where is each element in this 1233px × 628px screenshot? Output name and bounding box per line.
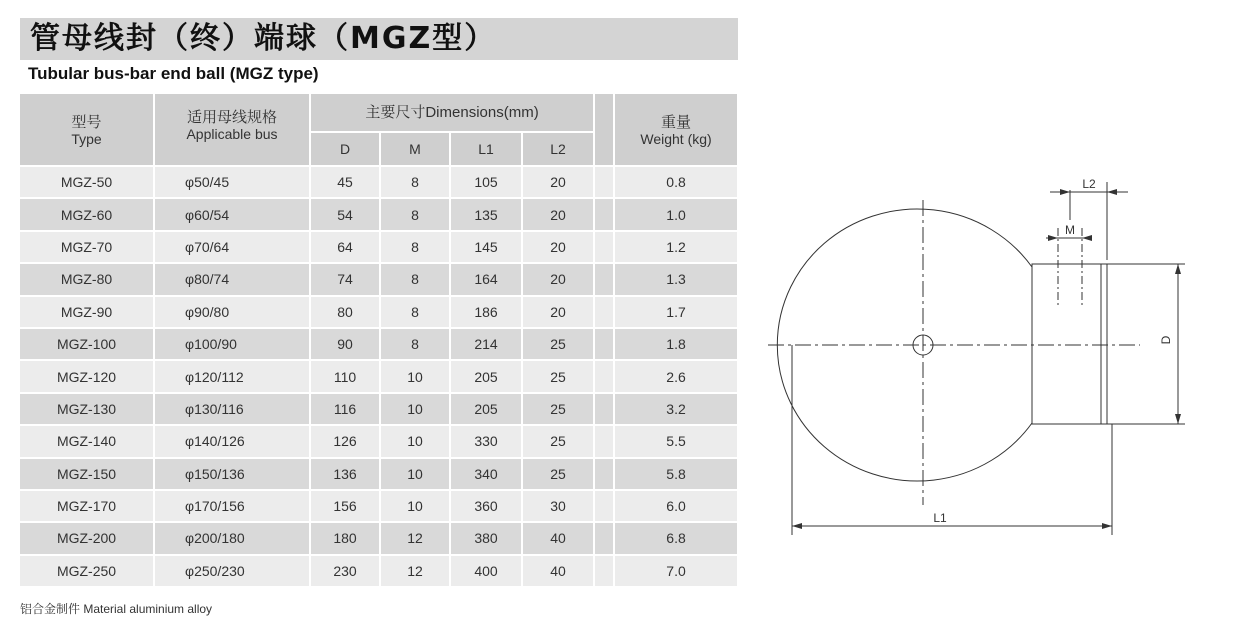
- cell-weight: 0.8: [614, 166, 738, 198]
- cell-weight: 5.5: [614, 425, 738, 457]
- cell-bus: φ70/64: [154, 231, 310, 263]
- cell-m: 12: [380, 522, 450, 554]
- cell-spacer: [594, 231, 614, 263]
- table-row: [20, 425, 738, 457]
- cell-bus: φ50/45: [154, 166, 310, 198]
- cell-spacer: [594, 522, 614, 554]
- cell-spacer: [594, 198, 614, 230]
- cell-d: 116: [310, 393, 380, 425]
- cell-weight: 1.0: [614, 198, 738, 230]
- cell-type: MGZ-170: [20, 490, 154, 522]
- cell-m: 12: [380, 555, 450, 587]
- cell-m: 8: [380, 231, 450, 263]
- cell-d: 156: [310, 490, 380, 522]
- header-dimensions: 主要尺寸Dimensions(mm): [310, 94, 594, 132]
- cell-spacer: [594, 296, 614, 328]
- cell-d: 54: [310, 198, 380, 230]
- table-row: [20, 458, 738, 490]
- header-type: 型号 Type: [20, 94, 154, 166]
- cell-l1: 330: [450, 425, 522, 457]
- cell-l2: 20: [522, 231, 594, 263]
- cell-m: 8: [380, 198, 450, 230]
- label-m: M: [1065, 223, 1075, 237]
- cell-weight: 7.0: [614, 555, 738, 587]
- cell-l2: 25: [522, 328, 594, 360]
- cell-l2: 25: [522, 425, 594, 457]
- cell-l1: 164: [450, 263, 522, 295]
- cell-m: 10: [380, 458, 450, 490]
- cell-l1: 400: [450, 555, 522, 587]
- header-l2: L2: [522, 132, 594, 166]
- cell-type: MGZ-140: [20, 425, 154, 457]
- material-note: 铝合金制件 Material aluminium alloy: [20, 602, 213, 616]
- cell-weight: 6.8: [614, 522, 738, 554]
- header-l1: L1: [450, 132, 522, 166]
- cell-bus: φ90/80: [154, 296, 310, 328]
- cell-type: MGZ-150: [20, 458, 154, 490]
- header-spacer: [594, 94, 614, 166]
- cell-l2: 20: [522, 198, 594, 230]
- cell-spacer: [594, 263, 614, 295]
- cell-l1: 360: [450, 490, 522, 522]
- cell-m: 10: [380, 490, 450, 522]
- header-bus: 适用母线规格 Applicable bus: [154, 94, 310, 166]
- cell-type: MGZ-100: [20, 328, 154, 360]
- table-row: [20, 490, 738, 522]
- cell-m: 10: [380, 393, 450, 425]
- cell-weight: 1.2: [614, 231, 738, 263]
- cell-m: 8: [380, 263, 450, 295]
- cell-l2: 25: [522, 360, 594, 392]
- cell-weight: 3.2: [614, 393, 738, 425]
- spec-table: [20, 94, 739, 588]
- cell-bus: φ170/156: [154, 490, 310, 522]
- cell-l1: 205: [450, 393, 522, 425]
- cell-l1: 186: [450, 296, 522, 328]
- cell-d: 180: [310, 522, 380, 554]
- cell-type: MGZ-80: [20, 263, 154, 295]
- cell-bus: φ130/116: [154, 393, 310, 425]
- cell-l1: 340: [450, 458, 522, 490]
- cell-d: 230: [310, 555, 380, 587]
- cell-d: 136: [310, 458, 380, 490]
- table-row: [20, 328, 738, 360]
- cell-spacer: [594, 166, 614, 198]
- cell-type: MGZ-200: [20, 522, 154, 554]
- cell-m: 8: [380, 296, 450, 328]
- cell-spacer: [594, 458, 614, 490]
- cell-spacer: [594, 360, 614, 392]
- cell-l1: 135: [450, 198, 522, 230]
- cell-l2: 25: [522, 458, 594, 490]
- cell-spacer: [594, 425, 614, 457]
- cell-spacer: [594, 490, 614, 522]
- cell-d: 74: [310, 263, 380, 295]
- table-row: [20, 522, 738, 554]
- cell-l2: 20: [522, 263, 594, 295]
- cell-l2: 30: [522, 490, 594, 522]
- cell-type: MGZ-70: [20, 231, 154, 263]
- label-l1: L1: [933, 511, 947, 525]
- table-row: [20, 555, 738, 587]
- cell-m: 8: [380, 166, 450, 198]
- table-row: [20, 296, 738, 328]
- table-row: [20, 393, 738, 425]
- cell-weight: 2.6: [614, 360, 738, 392]
- cell-l1: 205: [450, 360, 522, 392]
- cell-type: MGZ-120: [20, 360, 154, 392]
- cell-bus: φ60/54: [154, 198, 310, 230]
- cell-d: 80: [310, 296, 380, 328]
- label-l2: L2: [1082, 177, 1096, 191]
- spec-table-body: [20, 166, 738, 587]
- cell-bus: φ150/136: [154, 458, 310, 490]
- cell-bus: φ100/90: [154, 328, 310, 360]
- cell-l1: 145: [450, 231, 522, 263]
- cell-d: 64: [310, 231, 380, 263]
- cell-bus: φ120/112: [154, 360, 310, 392]
- cell-d: 126: [310, 425, 380, 457]
- cell-type: MGZ-60: [20, 198, 154, 230]
- end-ball-drawing: [760, 170, 1200, 550]
- cell-bus: φ140/126: [154, 425, 310, 457]
- cell-l1: 105: [450, 166, 522, 198]
- cell-spacer: [594, 555, 614, 587]
- cell-weight: 1.7: [614, 296, 738, 328]
- cell-l2: 25: [522, 393, 594, 425]
- cell-l1: 214: [450, 328, 522, 360]
- cell-weight: 6.0: [614, 490, 738, 522]
- cell-type: MGZ-50: [20, 166, 154, 198]
- cell-l2: 40: [522, 555, 594, 587]
- table-row: [20, 360, 738, 392]
- cell-d: 110: [310, 360, 380, 392]
- header-m: M: [380, 132, 450, 166]
- cell-weight: 1.3: [614, 263, 738, 295]
- cell-spacer: [594, 328, 614, 360]
- cell-bus: φ200/180: [154, 522, 310, 554]
- page-subtitle: Tubular bus-bar end ball (MGZ type): [28, 64, 319, 83]
- cell-m: 10: [380, 360, 450, 392]
- title-bar: [20, 18, 738, 60]
- cell-m: 10: [380, 425, 450, 457]
- cell-bus: φ80/74: [154, 263, 310, 295]
- table-row: [20, 166, 738, 198]
- cell-type: MGZ-130: [20, 393, 154, 425]
- cell-d: 45: [310, 166, 380, 198]
- table-row: [20, 198, 738, 230]
- page-title: 管母线封（终）端球（MGZ型）: [30, 21, 497, 56]
- cell-l2: 20: [522, 296, 594, 328]
- label-d: D: [1159, 335, 1173, 345]
- cell-type: MGZ-250: [20, 555, 154, 587]
- cell-type: MGZ-90: [20, 296, 154, 328]
- cell-weight: 1.8: [614, 328, 738, 360]
- table-row: [20, 231, 738, 263]
- cell-l2: 40: [522, 522, 594, 554]
- table-row: [20, 263, 738, 295]
- cell-l2: 20: [522, 166, 594, 198]
- cell-l1: 380: [450, 522, 522, 554]
- cell-weight: 5.8: [614, 458, 738, 490]
- cell-bus: φ250/230: [154, 555, 310, 587]
- cell-m: 8: [380, 328, 450, 360]
- header-d: D: [310, 132, 380, 166]
- cell-d: 90: [310, 328, 380, 360]
- cell-spacer: [594, 393, 614, 425]
- header-weight: 重量 Weight (kg): [614, 94, 738, 166]
- neck-body: [1032, 264, 1107, 424]
